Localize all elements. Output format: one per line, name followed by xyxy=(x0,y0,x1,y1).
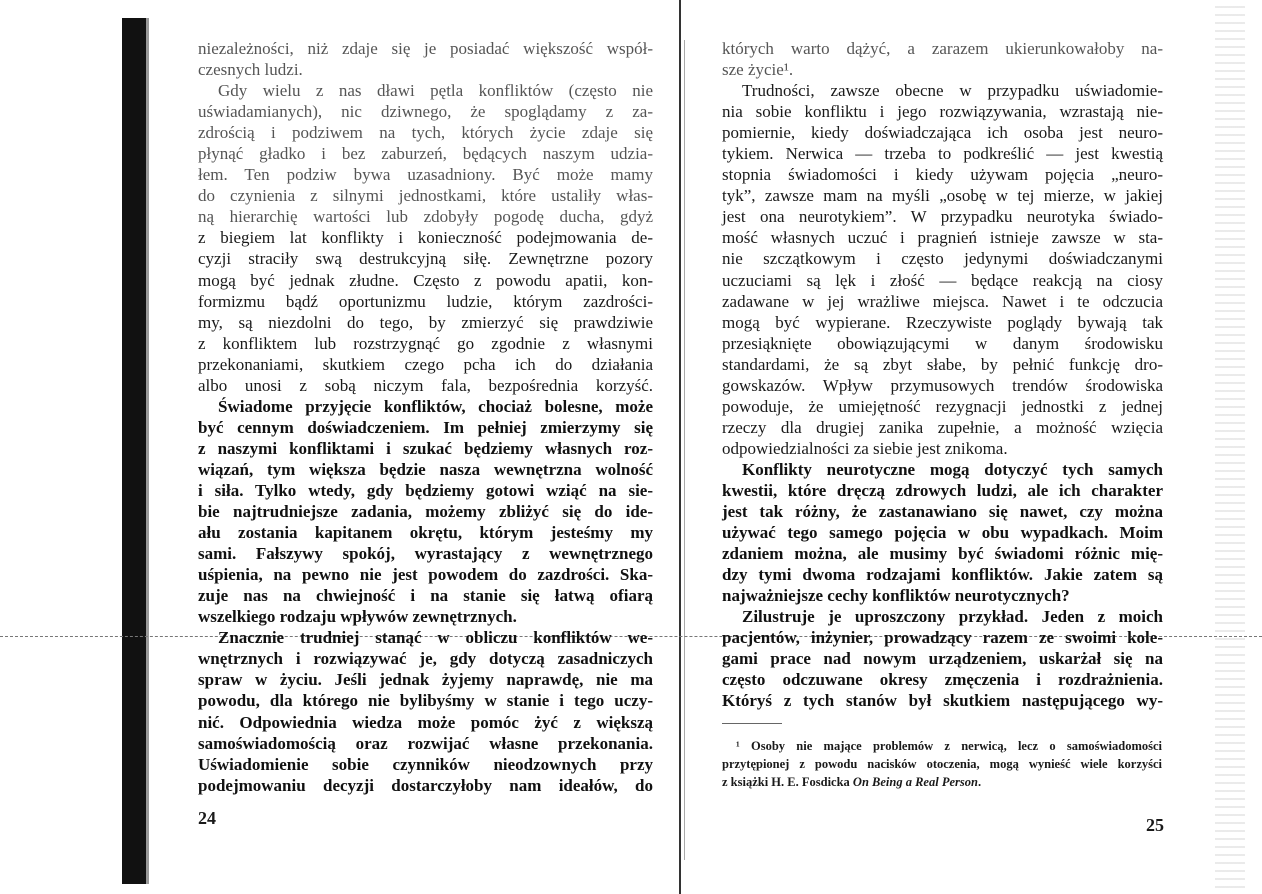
text-line: wnętrznych i rozwiązywać je, gdy dotyczą zasadniczych xyxy=(198,649,653,669)
text-line: pomiernie, kiedy doświadczająca ich osoba jest neuro- xyxy=(722,123,1163,143)
text-line: wszelkiego rodzaju wpływów zewnętrznych. xyxy=(198,607,517,627)
text-line: nić. Odpowiednia wiedza może pomóc żyć z większą xyxy=(198,712,653,732)
scan-binding-edge xyxy=(122,18,146,884)
text-line: jest ona neurotykiem”. W przypadku neurotyka świado- xyxy=(722,207,1163,227)
text-line: mogą być wypierane. Rzeczywiste poglądy bywają tak xyxy=(722,312,1163,332)
left-page-number: 24 xyxy=(198,808,216,828)
text-line: zuje nas na chwiejność i na stanie się łatwą ofiarą xyxy=(198,586,653,606)
footnote-rule xyxy=(722,723,782,724)
text-line: tykiem. Nerwica — trzeba to podkreślić — jest kwestią xyxy=(722,144,1163,164)
text-line: Świadome przyjęcie konfliktów, chociaż bolesne, może xyxy=(218,396,653,416)
text-line: i siła. Tylko wtedy, gdy będziemy gotowi wziąć na sie- xyxy=(198,480,653,500)
text-line: kwestii, które dręczą zdrowych ludzi, ale ich charakter xyxy=(722,480,1163,500)
text-line: standardami, że są zbyt słabe, by pełnić funkcję dro- xyxy=(722,354,1163,374)
text-line: używać tego samego pojęcia w obu wypadkach. Moim xyxy=(722,523,1163,543)
text-line: rzeczy dla drugiej zanika zupełnie, a możność wzięcia xyxy=(722,417,1163,437)
text-line: często odczuwane okresy zmęczenia i rozdrażnienia. xyxy=(722,670,1163,690)
text-line: czesnych ludzi. xyxy=(198,60,303,80)
text-line: niezależności, niż zdaje się je posiadać większość współ- xyxy=(198,39,653,58)
text-line: ału zostania kapitanem okrętu, którym jesteśmy my xyxy=(198,523,653,543)
text-line: zdaniem można, ale musimy być świadomi różnic mię- xyxy=(722,544,1163,564)
text-line: przesiąknięte obowiązującymi w danym środowisku xyxy=(722,333,1163,353)
text-line: my, są niezdolni do tego, by zmierzyć się prawdziwie xyxy=(198,312,653,332)
text-line: stopnia świadomości i kiedy używam pojęcia „neuro- xyxy=(722,165,1163,185)
text-line: do czynienia z silnymi jednostkami, które ustaliły włas- xyxy=(198,186,653,206)
text-line: uśpienia, na pewno nie jest powodem do zazdrości. Ska- xyxy=(198,565,653,585)
text-line: samoświadomością oraz rozwijać własne przekonania. xyxy=(198,733,653,753)
text-line: pacjentów, inżynier, prowadzący razem ze swoimi kole- xyxy=(722,628,1163,648)
left-page-text xyxy=(198,38,653,796)
footnote xyxy=(722,737,1162,791)
text-line: przekonaniami, skutkiem czego pcha ich do działania xyxy=(198,354,653,374)
text-line: nia sobie konfliktu i jego rozwiązywania, wzrastają nie- xyxy=(722,102,1163,122)
text-line: Trudności, zawsze obecne w przypadku uświadomie- xyxy=(742,81,1163,101)
text-line: powodu, dla którego nie bylibyśmy w stanie i tego uczy- xyxy=(198,691,653,711)
text-line: ną hierarchię wartości lub zdobyły pogodę ducha, gdyż xyxy=(198,207,653,227)
text-line: z biegiem lat konflikty i konieczność podejmowania de- xyxy=(198,228,653,248)
text-line: zadawane w jej wrażliwe miejsca. Nawet i te odczucia xyxy=(722,291,1163,311)
text-line: być cennym doświadczeniem. Im pełniej zmierzymy się xyxy=(198,417,653,437)
text-line: podejmowaniu decyzji dostarczyłoby nam ideałów, do xyxy=(198,775,653,795)
text-line: z konfliktem lub rozstrzygnąć go zgodnie z własnymi xyxy=(198,333,653,353)
text-line: tyk”, zawsze mam na myśli „osobę w tej mierze, w jakiej xyxy=(722,186,1163,206)
text-line: sami. Fałszywy spokój, wyrastający z wewnętrznego xyxy=(198,544,653,564)
footnote-line: przytępionej z powodu nacisków otoczenia, mogą wynieść wiele korzyści xyxy=(722,757,1162,771)
text-line: Zilustruje je uproszczony przykład. Jeden z moich xyxy=(742,607,1163,627)
text-line: cyzji straciły swą destrukcyjną siłę. Zewnętrzne pozory xyxy=(198,249,653,269)
text-line: odpowiedzialności za siebie jest znikoma. xyxy=(722,438,1008,458)
text-line: bie najtrudniejsze zadania, możemy zbliżyć się do ide- xyxy=(198,502,653,522)
text-line: powoduje, że umiejętność rezygnacji jednostki z jednej xyxy=(722,396,1163,416)
text-line: Gdy wielu z nas dławi pętla konfliktów (często nie xyxy=(218,81,653,101)
text-line: z naszymi konfliktami i szukać będziemy własnych roz- xyxy=(198,438,653,458)
scan-right-edge xyxy=(1215,0,1245,894)
text-line: Uświadomienie sobie czynników nieodzownych przy xyxy=(198,754,653,774)
text-line: Konflikty neurotyczne mogą dotyczyć tych samych xyxy=(742,459,1163,479)
text-line: płynąć gładko i bez zaburzeń, będących naszym udzia- xyxy=(198,144,653,164)
book-title: On Being a Real Person xyxy=(852,775,978,789)
text-line: Któryś z tych stanów był skutkiem następującego wy- xyxy=(722,691,1163,711)
text-line: mogą być jednak złudne. Często z powodu apatii, kon- xyxy=(198,270,653,290)
text-line: albo unosi z sobą niczym fala, bezpośrednia korzyść. xyxy=(198,375,653,395)
text-line: łem. Ten podziw bywa uzasadniony. Być może mamy xyxy=(198,165,653,185)
footnote-line: z książki H. E. Fosdicka On Being a Real Person. xyxy=(722,775,982,789)
right-page-text xyxy=(722,38,1163,712)
text-line: formizmu bądź oportunizmu ludzie, którym zazdrości- xyxy=(198,291,653,311)
text-line: nie szczątkowym i często jedynymi doświadczanymi xyxy=(722,249,1163,269)
text-line: najważniejsze cechy konfliktów neurotycznych? xyxy=(722,586,1070,606)
footnote-line: ¹ Osoby nie mające problemów z nerwicą, lecz o samoświadomości xyxy=(736,739,1162,753)
text-line: spraw w życiu. Jeśli jednak żyjemy naprawdę, nie ma xyxy=(198,670,653,690)
text-line: dzy tymi dwoma rodzajami konfliktów. Jakie zatem są xyxy=(722,565,1163,585)
text-line: uświadamianych), nic dziwnego, że spoglądamy z za- xyxy=(198,102,653,122)
text-line: mość własnych uczuć i pragnień istnieje zawsze w sta- xyxy=(722,228,1163,248)
text-line: zdrością i podziwem na tych, których życie zdaje się xyxy=(198,123,653,143)
text-line: Znacznie trudniej stanąć w obliczu konfliktów we- xyxy=(218,628,653,648)
book-spine-shadow xyxy=(684,40,685,860)
text-line: sze życie¹. xyxy=(722,60,794,80)
text-line: gowskazów. Wpływ przymusowych trendów środowiska xyxy=(722,375,1163,395)
text-line: wiązań, tym większa będzie nasza wewnętrzna wolność xyxy=(198,459,653,479)
text-line: jest tak różny, że zastanawiano się nawet, czy można xyxy=(722,502,1163,522)
text-line: uczuciami są lęk i złość — będące reakcją na ciosy xyxy=(722,270,1163,290)
text-line: których warto dążyć, a zarazem ukierunkowałoby na- xyxy=(722,39,1163,58)
book-spine xyxy=(679,0,681,894)
right-page-number: 25 xyxy=(1146,815,1164,835)
scan-shadow xyxy=(146,18,149,884)
text-line: gami prace nad nowym urządzeniem, uskarżał się na xyxy=(722,649,1163,669)
